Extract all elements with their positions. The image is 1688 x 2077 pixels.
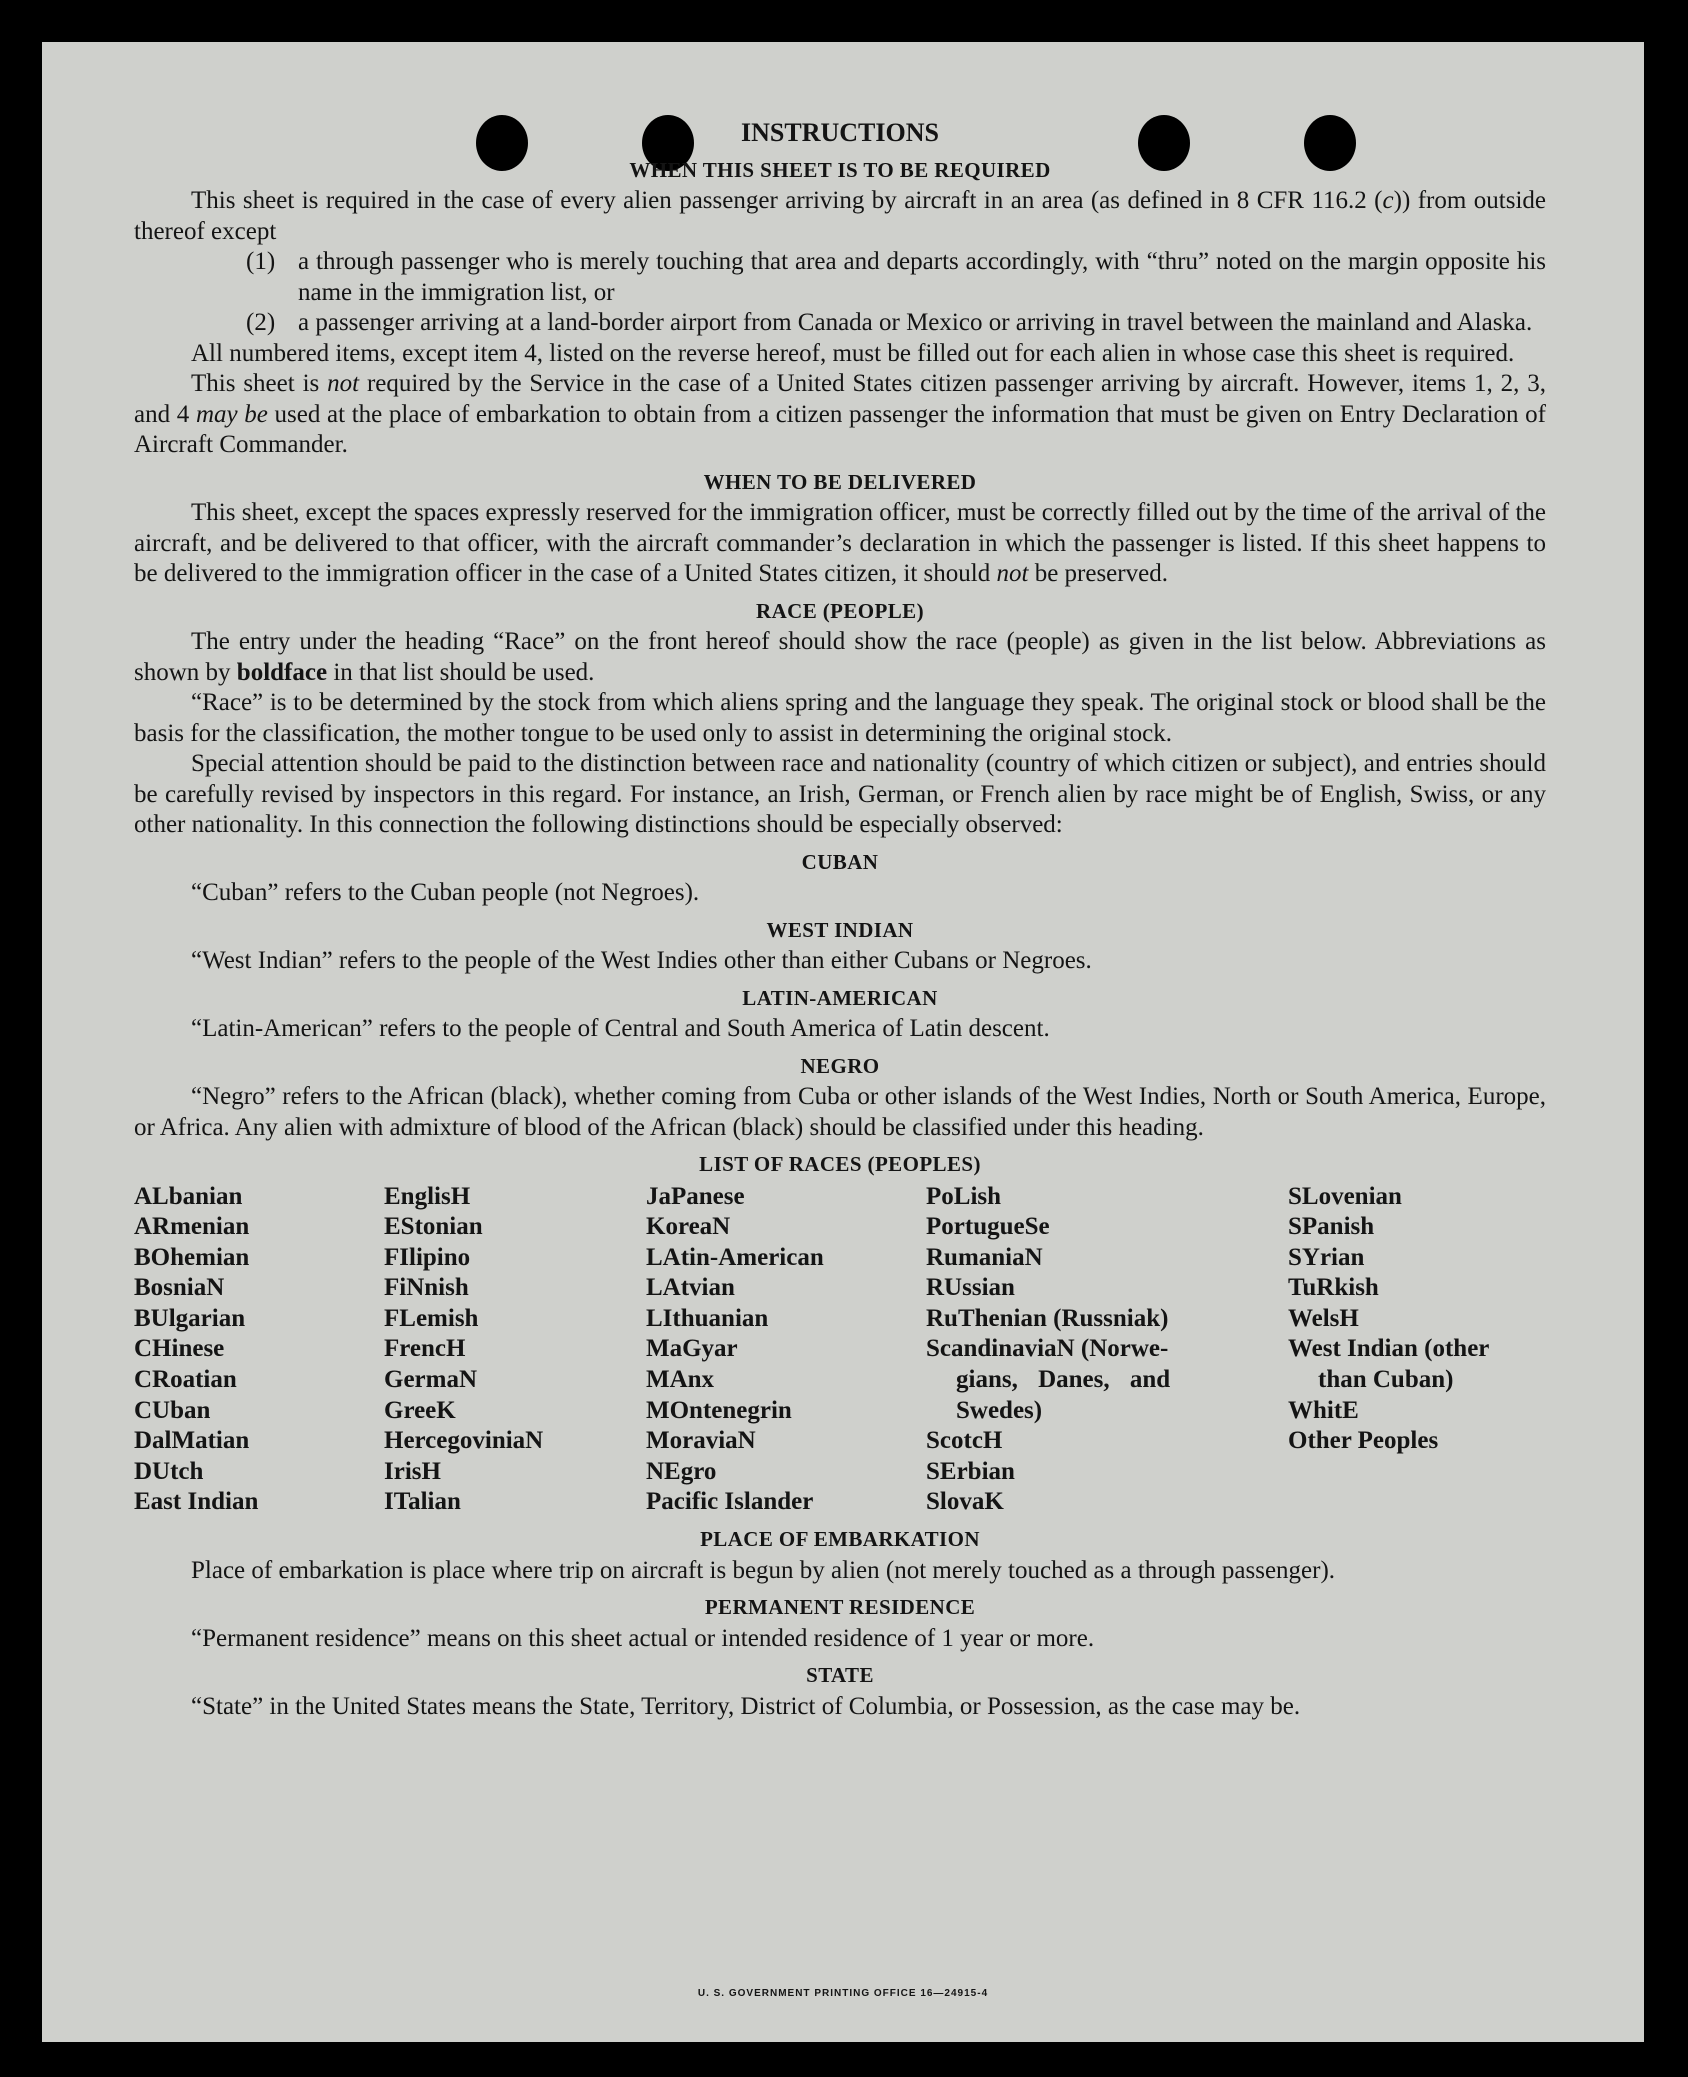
list-item: ARmenian [134,1213,250,1241]
paragraph: All numbered items, except item 4, listed on the reverse hereof, must be filled out for each alien in whose case this sheet is required. [191,339,1515,367]
paragraph [134,186,1546,247]
text: boldface [236,658,328,686]
list-item: GermaN [384,1366,478,1394]
list-item: LAtvian [646,1274,735,1302]
list-item: ALbanian [134,1182,243,1210]
list-item: RUssian [926,1274,1015,1302]
list-item: SLovenian [1288,1182,1402,1210]
paragraph [134,369,1546,461]
paragraph [134,498,1546,590]
list-item: FrencH [384,1335,466,1363]
list-item: BUlgarian [134,1304,246,1332]
paragraph: Place of embarkation is place where trip on aircraft is begun by alien (not merely touched as a through passenger). [191,1556,1336,1584]
text: This sheet, except the spaces expressly reserved for the immigration officer, must be correctly filled out by the time of the arrival of the aircraft, and be delivered to that officer, with the aircraft commander’s declaration in which the passenger is listed. If this sheet happens to be delivered to the immigration officer in the case of a United States citizen, it should [134,499,1546,587]
text: required by the Service in the case of a United States citizen passenger arriving by aircraft. However, items 1, 2, 3, and 4 [134,370,1546,428]
list-item: BosniaN [134,1274,225,1302]
list-item: JaPanese [646,1182,745,1210]
list-item: SlovaK [926,1488,1004,1516]
list-item: TuRkish [1288,1274,1379,1302]
section-heading: NEGRO [800,1053,880,1078]
section-heading: PLACE OF EMBARKATION [700,1527,980,1552]
list-item: than Cuban) [1318,1366,1454,1394]
race-column [646,1182,926,1519]
list-item: PoLish [926,1182,1002,1210]
race-column [134,1182,384,1519]
text: This sheet is [191,370,328,397]
list-item: SPanish [1288,1213,1375,1241]
list-item: WelsH [1288,1304,1359,1332]
paragraph: “West Indian” refers to the people of the West Indies other than either Cubans or Negroes. [191,947,1092,974]
list-item: NEgro [646,1457,717,1485]
list-item: HercegoviniaN [384,1427,544,1455]
section-heading: LIST OF RACES (PEOPLES) [699,1152,981,1176]
list-item: CUban [134,1396,211,1424]
list-item: ITalian [384,1488,461,1516]
item-number: (1) [246,248,276,275]
list-item: DalMatian [134,1427,250,1455]
list-item: GreeK [384,1396,456,1424]
list-item: BOhemian [134,1243,250,1271]
page-title: INSTRUCTIONS [741,118,939,147]
list-item: Swedes) [956,1396,1043,1424]
item-text: a passenger arriving at a land-border airport from Canada or Mexico or arriving in travel between the mainland and Alaska. [298,309,1533,336]
race-column [384,1182,646,1519]
list-item: RuThenian (Russniak) [926,1304,1169,1332]
list-item: FIlipino [384,1243,471,1271]
list-item: FLemish [384,1304,479,1332]
text: used at the place of embarkation to obtain from a citizen passenger the information that must be given on Entry Declaration of Aircraft Commander. [134,400,1547,458]
section-heading: WHEN THIS SHEET IS TO BE REQUIRED [629,157,1051,182]
section-heading: PERMANENT RESIDENCE [704,1595,976,1620]
list-item: MAnx [646,1366,715,1394]
race-column [1288,1182,1546,1519]
paragraph: “Permanent residence” means on this sheet actual or intended residence of 1 year or more. [191,1624,1095,1652]
list-item: gians, Danes, and [956,1366,1171,1394]
text: be preserved. [1028,560,1168,587]
text: in that list should be used. [327,658,595,686]
paragraph: “Race” is to be determined by the stock from which aliens spring and the language they speak. The original stock or blood shall be the basis for the classification, the mother tongue to be used only to assist in determining the original stock. [134,689,1546,747]
section-heading: RACE (PEOPLE) [756,598,924,623]
list-item: DUtch [134,1457,204,1485]
list-item: West Indian (other [1288,1335,1490,1363]
paragraph: “Negro” refers to the African (black), whether coming from Cuba or other islands of the West Indies, North or South America, Europe, or Africa. Any alien with admixture of blood of the African (black) should be classified under this heading. [134,1083,1546,1141]
item-text: a through passenger who is merely touching that area and departs accordingly, with “thru” noted on the margin opposite his name in the immigration list, or [298,248,1546,306]
list-item [246,247,1546,308]
paragraph: “State” in the United States means the State, Territory, District of Columbia, or Possession, as the case may be. [191,1692,1301,1720]
list-item: MaGyar [646,1335,738,1363]
section-heading: CUBAN [801,849,879,874]
text: may be [195,400,268,428]
list-item: WhitE [1288,1396,1359,1424]
list-item: ScandinaviaN (Norwe- [926,1335,1169,1363]
list-item: East Indian [134,1488,259,1516]
list-item: LAtin-American [646,1243,824,1271]
race-list [134,1182,1546,1519]
list-item: RumaniaN [926,1243,1043,1271]
list-item: MoraviaN [646,1427,756,1455]
list-item: CHinese [134,1335,225,1363]
list-item [246,308,1546,339]
paragraph: Special attention should be paid to the distinction between race and nationality (country of which citizen or subject), and entries should be carefully revised by inspectors in this regard. For instance, an Irish, German, or French alien by race might be of English, Swiss, or any other nationality. In this connection the following distinctions should be especially observed: [134,750,1546,838]
list-item: Pacific Islander [646,1488,814,1516]
list-item: EnglisH [384,1182,471,1210]
text: not [996,560,1029,587]
instructions-body [134,118,1546,1722]
text: The entry under the heading “Race” on the front hereof should show the race (people) as given in the list below. Abbreviations as shown by [134,628,1546,686]
list-item: ScotcH [926,1427,1003,1455]
printing-office-imprint: U. S. GOVERNMENT PRINTING OFFICE 16—24915-4 [697,1988,989,1999]
list-item: SErbian [926,1457,1015,1485]
list-item: Other Peoples [1288,1427,1439,1455]
paragraph: “Latin-American” refers to the people of Central and South America of Latin descent. [191,1015,1050,1042]
list-item: LIthuanian [646,1304,769,1332]
item-number: (2) [246,309,276,336]
section-heading: LATIN-AMERICAN [742,985,938,1010]
text: )) from outside thereof except [134,187,1546,245]
list-item: CRoatian [134,1366,237,1394]
list-item: IrisH [384,1457,441,1485]
section-heading: STATE [806,1663,874,1688]
text: This sheet is required in the case of every alien passenger arriving by aircraft in an area (as defined in 8 CFR 116.2 ( [191,187,1383,214]
list-item: FiNnish [384,1274,469,1302]
list-item: PortugueSe [926,1213,1050,1241]
list-item: SYrian [1288,1243,1365,1271]
race-column [926,1182,1288,1519]
list-item: KoreaN [646,1213,731,1241]
text: c [1382,187,1394,214]
list-item: MOntenegrin [646,1396,792,1424]
text: not [327,370,360,397]
paragraph: “Cuban” refers to the Cuban people (not Negroes). [191,879,700,906]
section-heading: WEST INDIAN [766,917,914,942]
list-item: EStonian [384,1213,483,1241]
section-heading: WHEN TO BE DELIVERED [703,469,977,494]
paragraph [134,627,1546,688]
exception-list [134,247,1546,339]
